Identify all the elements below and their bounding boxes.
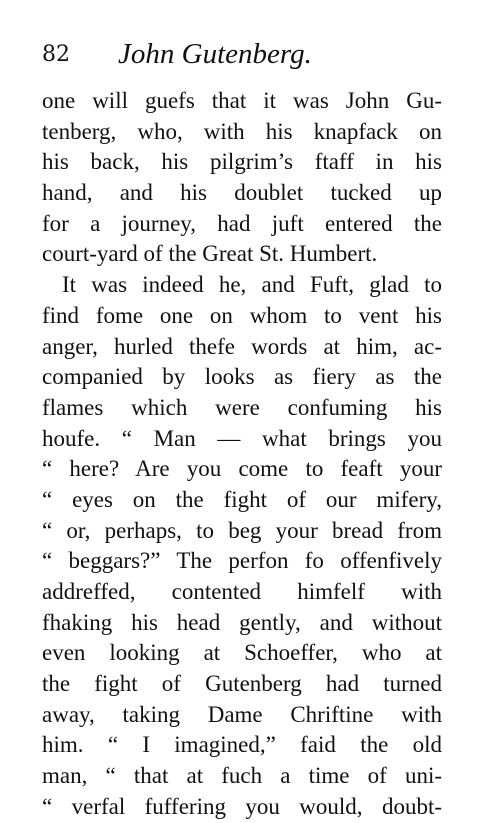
text-line: one will guefs that it was John Gu- (42, 88, 442, 113)
text-line: anger, hurled thefe words at him, ac- (42, 333, 442, 359)
text-line: fhaking his head gently, and without (42, 609, 442, 635)
text-line: even looking at Schoeffer, who at (42, 640, 442, 666)
text-line: “ here? Are you come to feaft your (42, 456, 442, 482)
text-line: flames which were confuming his (42, 394, 442, 420)
text-line: It was indeed he, and Fuft, glad to (62, 272, 442, 298)
text-line: find fome one on whom to vent his (42, 302, 442, 328)
text-line: the fight of Gutenberg had turned (42, 671, 442, 697)
text-line: tenberg, who, with his knapfack on (42, 118, 442, 144)
text-line: for a journey, had juft entered the (42, 210, 442, 236)
text-line: “ beggars?” The perfon fo offenfively (42, 548, 442, 574)
page-number: 82 (42, 42, 70, 67)
body-text (42, 86, 442, 823)
text-line: away, taking Dame Chriftine with (42, 701, 442, 727)
text-line: addreffed, contented himfelf with (42, 579, 442, 604)
text-line: “ eyes on the fight of our mifery, (42, 486, 442, 512)
running-title: John Gutenberg. (118, 38, 312, 70)
text-line: “ verfal fuffering you would, doubt- (42, 793, 442, 819)
text-line: companied by looks as fiery as the (42, 364, 442, 390)
text-line: his back, his pilgrim’s ftaff in his (42, 149, 442, 175)
text-line: “ or, perhaps, to beg your bread from (42, 517, 442, 543)
text-line: houfe. “ Man — what brings you (42, 425, 442, 451)
text-line: man, “ that at fuch a time of uni- (42, 763, 442, 789)
page-header (42, 38, 446, 78)
text-line: hand, and his doublet tucked up (42, 180, 442, 206)
text-line: court-yard of the Great St. Humbert. (42, 241, 378, 267)
text-line: him. “ I imagined,” faid the old (42, 732, 442, 758)
